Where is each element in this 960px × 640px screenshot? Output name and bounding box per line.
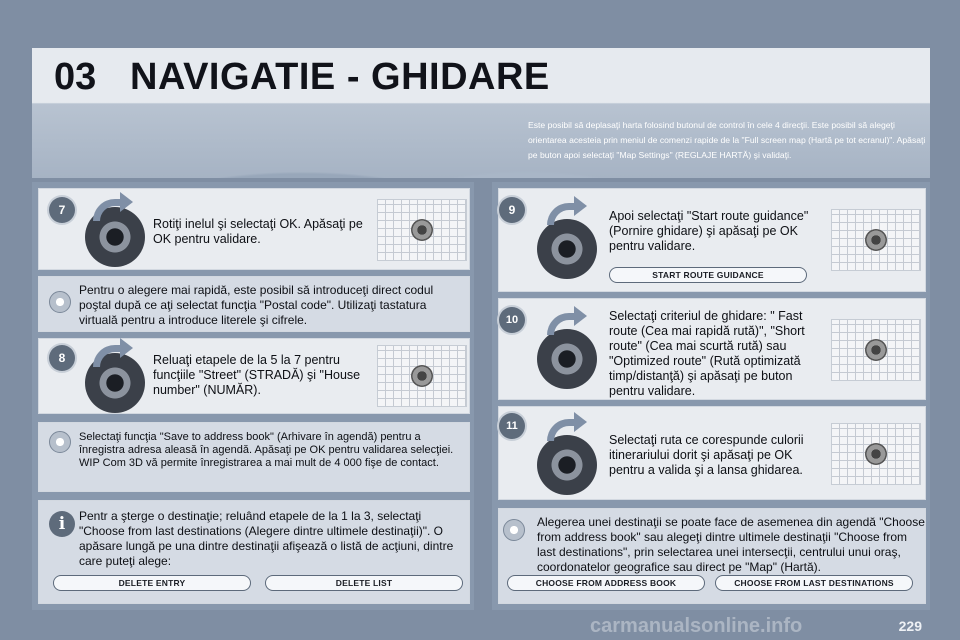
info-text: Pentr a şterge o destinaţie; reluând etapele de la 1 la 3, selectaţi "Choose from last destinations (Alegere dintre ultimele destinaţii)". O apăsare lungă pe una dintre destinaţii afişează o listă de acţiuni, dintre care puteţi alege: [79,509,454,568]
press-arrow-icon [547,313,575,335]
step-11-panel [498,406,926,500]
device-knob-icon [865,229,887,251]
start-route-guidance-button[interactable]: START ROUTE GUIDANCE [609,267,807,283]
chapter-number: 03 [54,56,97,98]
step-8-panel [38,338,470,414]
step-11-text: Selectaţi ruta ce corespunde culorii itinerariului dorit şi apăsaţi pe OK pentru a valida şi a lansa ghidarea. [609,433,804,477]
step-9-panel [498,188,926,292]
watermark: carmanualsonline.info [590,615,803,637]
device-panel-icon [831,319,921,381]
device-knob-icon [865,339,887,361]
page-number: 229 [898,618,922,634]
step-badge: 7 [49,197,75,223]
tip-1-text: Pentru o alegere mai rapidă, este posibil să introduceţi direct codul poştal după ce aţi selectat funcţia "Postal code". Utilizaţi tastatura virtuală pentru a introduce literele şi cifrele. [79,283,434,327]
press-arrow-icon [547,203,575,225]
step-10-panel [498,298,926,400]
step-badge: 11 [499,413,525,439]
delete-entry-button[interactable]: DELETE ENTRY [53,575,251,591]
step-7-panel [38,188,470,270]
page-title: NAVIGATIE - GHIDARE [130,56,550,98]
step-9-text: Apoi selectaţi "Start route guidance" (Pornire ghidare) şi apăsaţi pe OK pentru validare. [609,209,809,253]
choose-from-address-book-button[interactable]: CHOOSE FROM ADDRESS BOOK [507,575,705,591]
tip-3-text: Alegerea unei destinaţii se poate face de asemenea din agendă "Choose from address book" sau alegeţi dintre ultimele destinaţii "Choose from last destinations", prin selectarea unei intersecţii, centrului unui oraş, coordonatelor geografice sau direct pe "Map" (Hartă). [537,515,925,574]
device-panel-icon [831,209,921,271]
press-arrow-icon [547,419,575,441]
lightbulb-icon [49,291,71,313]
step-badge: 10 [499,307,525,333]
device-panel-icon [377,345,467,407]
info-icon: i [49,511,75,537]
step-10-text: Selectaţi criteriul de ghidare: " Fast route (Cea mai rapidă rută)", "Short route" (Cea mai scurtă rută) sau "Optimized route" (Rută optimizată timp/distanţă) şi apăsaţi pe buton pentru validare. [609,309,805,398]
device-knob-icon [411,365,433,387]
device-knob-icon [411,219,433,241]
control-knob-icon [537,219,597,279]
intro-text: Este posibil să deplasaţi harta folosind butonul de control în cele 4 direcţii. Este posibil să alegeţi orientarea acesteia prin meniul de comenzi rapide de la "Full screen map (Hartă pe tot ecranul)". Apăsaţi pe buton apoi selectaţi "Map Settings" (REGLAJE HARTĂ) şi validaţi. [528,120,926,160]
info-panel [38,500,470,604]
rotate-arrow-icon [93,345,121,367]
tip-3-panel [498,508,926,604]
control-knob-icon [537,435,597,495]
step-7-text: Rotiţi inelul şi selectaţi OK. Apăsaţi pe OK pentru validare. [153,217,363,246]
device-panel-icon [831,423,921,485]
device-knob-icon [865,443,887,465]
lightbulb-icon [49,431,71,453]
device-panel-icon [377,199,467,261]
tip-1-panel [38,276,470,332]
tip-2-text: Selectaţi funcţia "Save to address book" (Arhivare în agendă) pentru a înregistra adresa aleasă în agendă. Apăsaţi pe OK pentru validarea selecţiei. WIP Com 3D vă permite înregistrarea a mai mult de 4 000 fişe de contact. [79,431,454,469]
lightbulb-icon [503,519,525,541]
choose-from-last-destinations-button[interactable]: CHOOSE FROM LAST DESTINATIONS [715,575,913,591]
step-8-text: Reluaţi etapele de la 5 la 7 pentru funcţiile "Street" (STRADĂ) şi "House number" (NUMĂR). [153,353,361,397]
control-knob-icon [537,329,597,389]
tip-2-panel [38,422,470,492]
rotate-arrow-icon [93,199,121,221]
step-badge: 9 [499,197,525,223]
delete-list-button[interactable]: DELETE LIST [265,575,463,591]
step-badge: 8 [49,345,75,371]
